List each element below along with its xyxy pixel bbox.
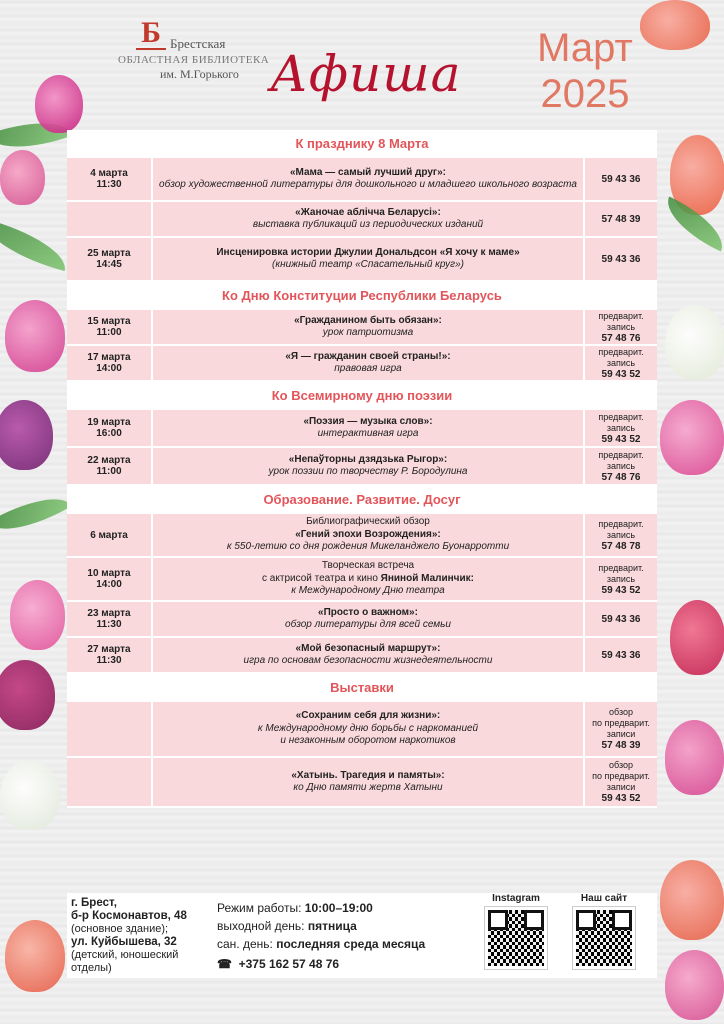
- event-subtitle: к Международному дню борьбы с наркоманией: [257, 722, 479, 734]
- event-phone-cell: [585, 514, 657, 556]
- event-phone-cell: [585, 410, 657, 446]
- month-label: Март: [537, 26, 633, 70]
- event-title: «Мама — самый лучший друг»:: [289, 166, 446, 178]
- event-title: Инсценировка истории Джулии Дональдсон «Я хочу к маме»: [216, 246, 520, 258]
- event-description: [153, 758, 585, 806]
- event-subtitle: ко Дню памяти жертв Хатыни: [293, 782, 443, 793]
- phone-note: запись: [606, 357, 636, 368]
- site-label: Наш сайт: [580, 893, 628, 904]
- event-row: [67, 558, 657, 602]
- tulip-decoration: [0, 150, 45, 205]
- phone-icon: ☎: [217, 957, 232, 971]
- phone-note: запись: [606, 460, 636, 471]
- phone-note: по предварит.: [592, 718, 650, 728]
- event-description: [153, 638, 585, 672]
- event-phone: 59 43 52: [601, 584, 641, 596]
- event-time: 14:00: [96, 579, 122, 590]
- event-subtitle: урок поэзии по творчеству Р. Бородулина: [268, 466, 468, 477]
- sanday-value: последняя среда месяца: [276, 937, 426, 951]
- schedule-table: [67, 130, 657, 808]
- event-phone: 59 43 36: [601, 649, 641, 661]
- event-description: [153, 238, 585, 280]
- event-subtitle: (книжный театр «Спасательный круг»): [272, 259, 464, 270]
- hours-value: 10:00–19:00: [304, 901, 373, 915]
- phone-note: предварит.: [598, 449, 644, 460]
- logo-line2: ОБЛАСТНАЯ БИБЛИОТЕКА: [118, 54, 270, 66]
- section-header: К празднику 8 Марта: [67, 130, 657, 158]
- address-main: б-р Космонавтов, 48: [71, 910, 187, 922]
- event-phone-cell: [585, 702, 657, 756]
- event-phone: 59 43 36: [601, 613, 641, 625]
- event-title: «Хатынь. Трагедия и памяты»:: [291, 769, 445, 781]
- event-phone: 59 43 36: [601, 253, 641, 265]
- event-title: «Сохраним себя для жизни»:: [295, 710, 441, 722]
- event-date: 23 марта: [87, 608, 131, 619]
- page-title: Афиша: [270, 45, 462, 103]
- tulip-decoration: [10, 580, 65, 650]
- tulip-decoration: [0, 660, 55, 730]
- event-date: 6 марта: [90, 529, 128, 541]
- event-phone-cell: [585, 346, 657, 380]
- event-phone-cell: [585, 558, 657, 600]
- event-phone: 59 43 52: [601, 433, 641, 445]
- event-description: [153, 702, 585, 756]
- working-hours: [217, 899, 425, 953]
- event-date-cell: [67, 238, 153, 280]
- tulip-decoration: [665, 950, 724, 1020]
- event-description: [153, 410, 585, 446]
- event-row: [67, 410, 657, 448]
- event-date-cell: [67, 702, 153, 756]
- event-row: [67, 602, 657, 638]
- event-date-cell: [67, 202, 153, 236]
- logo-letter: Б: [136, 16, 166, 50]
- event-time: 16:00: [96, 428, 122, 439]
- event-subtitle: к 550-летию со дня рождения Микеланджело Буонарротти: [226, 541, 510, 553]
- tulip-decoration: [35, 75, 83, 133]
- event-subtitle: игра по основам безопасности жизнедеятельности: [243, 655, 493, 666]
- event-subtitle: к Международному Дню театра: [291, 585, 445, 597]
- footer-panel: [67, 893, 657, 978]
- event-date-cell: [67, 558, 153, 600]
- dayoff-label: выходной день:: [217, 919, 305, 933]
- phone-note: запись: [606, 573, 636, 584]
- event-row: [67, 758, 657, 808]
- address-second-note: (детский, юношеский отделы): [71, 949, 179, 974]
- event-date-cell: [67, 758, 153, 806]
- event-time: 11:30: [96, 179, 122, 190]
- address-block: [71, 897, 211, 975]
- event-title: «Мой безопасный маршрут»:: [295, 642, 441, 654]
- event-title: «Я — гражданин своей страны!»:: [285, 350, 451, 362]
- tulip-decoration: [0, 400, 53, 470]
- event-row: [67, 448, 657, 486]
- phone-note: записи: [606, 729, 636, 739]
- event-phone: 57 48 39: [601, 740, 641, 751]
- event-date: 22 марта: [87, 455, 131, 466]
- event-date: 10 марта: [87, 568, 131, 579]
- section-header: Ко Дню Конституции Республики Беларусь: [67, 282, 657, 310]
- event-time: 11:00: [96, 327, 122, 338]
- library-logo: [118, 14, 270, 84]
- event-description: [153, 346, 585, 380]
- event-phone: 57 48 76: [601, 471, 641, 483]
- event-date: 4 марта: [90, 168, 128, 179]
- contact-phone: [217, 957, 339, 971]
- event-date-cell: [67, 638, 153, 672]
- event-title: «Поэзия — музыка слов»:: [303, 415, 433, 427]
- tulip-decoration: [665, 305, 724, 380]
- event-row: [67, 514, 657, 558]
- phone-note: запись: [606, 529, 636, 540]
- logo-line3: им. М.Горького: [160, 67, 239, 81]
- section-header: Выставки: [67, 674, 657, 702]
- event-description: [153, 310, 585, 344]
- event-date: 19 марта: [87, 417, 131, 428]
- phone-note: запись: [606, 321, 636, 332]
- address-second: ул. Куйбышева, 32: [71, 936, 177, 948]
- event-row: [67, 638, 657, 674]
- phone-note: записи: [606, 782, 636, 792]
- event-description: [153, 558, 585, 600]
- event-pretitle: Библиографический обзор: [306, 516, 430, 528]
- address-main-note: (основное здание);: [71, 923, 169, 935]
- event-subtitle: правовая игра: [334, 363, 402, 374]
- section-header: Образование. Развитие. Досуг: [67, 486, 657, 514]
- event-time: 11:00: [96, 466, 122, 477]
- event-description: [153, 158, 585, 200]
- year-label: 2025: [540, 72, 630, 116]
- leaf-decoration: [0, 219, 72, 271]
- tulip-decoration: [5, 300, 65, 372]
- event-title: «Просто о важном»:: [318, 606, 418, 618]
- event-phone-cell: [585, 758, 657, 806]
- tulip-decoration: [5, 920, 65, 992]
- event-date-cell: [67, 602, 153, 636]
- hours-label: Режим работы:: [217, 901, 302, 915]
- event-phone-cell: [585, 602, 657, 636]
- phone-note: предварит.: [598, 411, 644, 422]
- event-phone-cell: [585, 202, 657, 236]
- event-time: 14:00: [96, 363, 122, 374]
- phone-note: обзор: [609, 760, 633, 770]
- event-title: Яниной Малинчик:: [380, 572, 474, 584]
- event-phone-cell: [585, 448, 657, 484]
- event-date: 15 марта: [87, 316, 131, 327]
- logo-line1: Брестская: [170, 36, 226, 51]
- event-date-cell: [67, 514, 153, 556]
- phone-note: запись: [606, 422, 636, 433]
- event-description: [153, 514, 585, 556]
- event-subtitle: выставка публикаций из периодических изданий: [252, 219, 484, 230]
- phone-number: +375 162 57 48 76: [238, 957, 340, 971]
- phone-note: предварит.: [598, 518, 644, 529]
- tulip-decoration: [670, 600, 724, 675]
- event-date-cell: [67, 158, 153, 200]
- tulip-decoration: [660, 860, 724, 940]
- event-row: [67, 238, 657, 282]
- phone-note: предварит.: [598, 310, 644, 321]
- event-date: 17 марта: [87, 352, 131, 363]
- event-time: 14:45: [96, 259, 122, 270]
- event-time: 11:30: [96, 655, 122, 666]
- event-subtitle: и незаконным оборотом наркотиков: [280, 735, 456, 747]
- sanday-label: сан. день:: [217, 937, 273, 951]
- event-title: «Гений эпохи Возрождения»:: [295, 528, 441, 540]
- city: г. Брест,: [71, 897, 117, 909]
- tulip-decoration: [660, 400, 724, 475]
- event-phone-cell: [585, 310, 657, 344]
- event-phone-cell: [585, 158, 657, 200]
- event-time: 11:30: [96, 619, 122, 630]
- event-phone-cell: [585, 238, 657, 280]
- event-description: [153, 602, 585, 636]
- event-date: 27 марта: [87, 644, 131, 655]
- site-qr-code[interactable]: [573, 907, 635, 969]
- tulip-decoration: [640, 0, 710, 50]
- event-row: [67, 702, 657, 758]
- event-pretitle: Творческая встреча: [321, 560, 415, 572]
- event-subtitle: урок патриотизма: [322, 327, 414, 338]
- instagram-label: Instagram: [492, 893, 540, 904]
- event-phone: 57 48 78: [601, 540, 641, 552]
- event-row: [67, 158, 657, 202]
- phone-note: по предварит.: [592, 771, 650, 781]
- event-row: [67, 346, 657, 382]
- event-subtitle: обзор художественной литературы для дошкольного и младшего школьного возраста: [159, 179, 577, 190]
- tulip-decoration: [665, 720, 724, 795]
- event-description: [153, 202, 585, 236]
- event-description: [153, 448, 585, 484]
- dayoff-value: пятница: [307, 919, 357, 933]
- event-date-cell: [67, 448, 153, 484]
- section-header: Ко Всемирному дню поэзии: [67, 382, 657, 410]
- instagram-qr-code[interactable]: [485, 907, 547, 969]
- event-pretitle2: с актрисой театра и кино: [262, 572, 378, 584]
- phone-note: предварит.: [598, 346, 644, 357]
- event-row: [67, 202, 657, 238]
- event-date-cell: [67, 310, 153, 344]
- event-phone-cell: [585, 638, 657, 672]
- tulip-decoration: [0, 760, 60, 830]
- leaf-decoration: [0, 482, 72, 546]
- event-title: «Непаўторны дзядзька Рыгор»:: [288, 453, 448, 465]
- event-date-cell: [67, 410, 153, 446]
- event-title: «Жаночае аблічча Беларусі»:: [295, 206, 441, 218]
- phone-note: предварит.: [598, 562, 644, 573]
- event-pretitle-line: [159, 573, 577, 586]
- phone-note: обзор: [609, 707, 633, 717]
- event-date-cell: [67, 346, 153, 380]
- event-row: [67, 310, 657, 346]
- event-phone: 57 48 39: [601, 213, 641, 225]
- event-phone: 59 43 52: [601, 368, 641, 380]
- event-phone: 59 43 36: [601, 173, 641, 185]
- event-phone: 57 48 76: [601, 332, 641, 344]
- event-subtitle: обзор литературы для всей семьи: [285, 619, 451, 630]
- event-date: 25 марта: [87, 248, 131, 259]
- event-title: «Гражданином быть обязан»:: [294, 314, 442, 326]
- event-subtitle: интерактивная игра: [317, 428, 419, 439]
- event-phone: 59 43 52: [601, 793, 641, 804]
